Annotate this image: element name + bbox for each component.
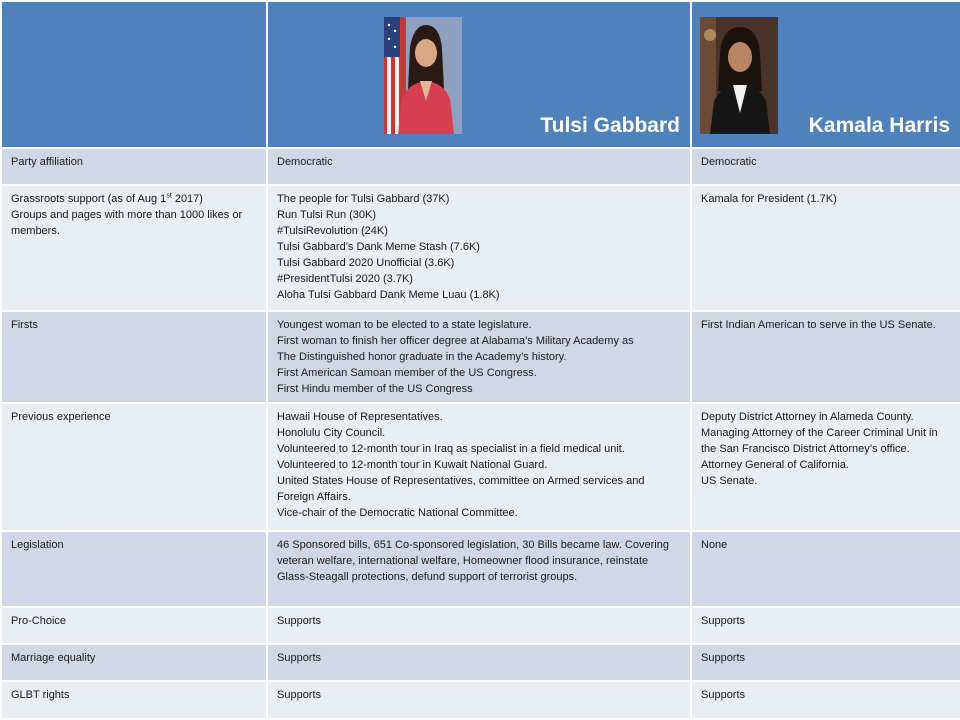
kamala-cell [691, 185, 960, 311]
row-label: Legislation [11, 539, 64, 551]
table-row [1, 681, 960, 719]
tulsi-cell [267, 185, 691, 311]
table-row [1, 607, 960, 644]
cell-line: The Distinguished honor graduate in the Academy’s history. [277, 351, 567, 363]
cell-line: United States House of Representatives, committee on Armed services and Foreign Affairs. [277, 475, 645, 503]
row-label-cell [1, 148, 267, 185]
row-label-cell [1, 681, 267, 719]
row-label: Marriage equality [11, 652, 96, 664]
kamala-cell [691, 644, 960, 681]
kamala-cell [691, 607, 960, 644]
cell-line: First Indian American to serve in the US Senate. [701, 319, 936, 331]
tulsi-cell [267, 403, 691, 531]
cell-line: Run Tulsi Run (30K) [277, 209, 377, 221]
portrait-photo [384, 17, 462, 134]
cell-line: Attorney General of California. [701, 459, 849, 471]
header-blank-cell [1, 1, 267, 148]
cell-line: Youngest woman to be elected to a state legislature. [277, 319, 532, 331]
kamala-cell [691, 681, 960, 719]
cell-line: Kamala for President (1.7K) [701, 193, 837, 205]
tulsi-cell [267, 148, 691, 185]
tulsi-cell [267, 607, 691, 644]
cell-line: Democratic [277, 156, 333, 168]
row-label-cell [1, 607, 267, 644]
candidate-name-tulsi: Tulsi Gabbard [540, 114, 680, 137]
cell-line: First Hindu member of the US Congress [277, 383, 473, 395]
cell-line: None [701, 539, 728, 551]
row-label: Party affiliation [11, 156, 83, 168]
row-label: Pro-Choice [11, 615, 67, 627]
table-row [1, 148, 960, 185]
table-row [1, 644, 960, 681]
row-label: Previous experience [11, 411, 111, 423]
cell-line: Tulsi Gabbard 2020 Unofficial (3.6K) [277, 257, 455, 269]
header-cell-tulsi [267, 1, 691, 148]
cell-line: #PresidentTulsi 2020 (3.7K) [277, 273, 413, 285]
candidate-name-kamala: Kamala Harris [808, 114, 950, 137]
cell-line: Hawaii House of Representatives. [277, 411, 443, 423]
kamala-cell [691, 403, 960, 531]
table-row [1, 531, 960, 607]
table-row [1, 185, 960, 311]
cell-line: Supports [701, 615, 746, 627]
row-label: Grassroots support (as of Aug 1st 2017) [11, 192, 203, 205]
header-cell-kamala [691, 1, 960, 148]
kamala-cell [691, 311, 960, 403]
cell-line: Deputy District Attorney in Alameda County. [701, 411, 914, 423]
row-label-cell [1, 311, 267, 403]
cell-line: Tulsi Gabbard’s Dank Meme Stash (7.6K) [277, 241, 480, 253]
cell-line: Supports [277, 652, 322, 664]
table-row [1, 311, 960, 403]
kamala-cell [691, 531, 960, 607]
cell-line: #TulsiRevolution (24K) [277, 225, 388, 237]
cell-line: Democratic [701, 156, 757, 168]
cell-line: Volunteered to 12-month tour in Kuwait National Guard. [277, 459, 548, 471]
row-label-cell [1, 403, 267, 531]
tulsi-cell [267, 681, 691, 719]
row-label-cell [1, 644, 267, 681]
cell-line: Volunteered to 12-month tour in Iraq as specialist in a field medical unit. [277, 443, 625, 455]
row-label-cell [1, 531, 267, 607]
cell-line: US Senate. [701, 475, 758, 487]
row-label: GLBT rights [11, 689, 70, 701]
row-label-cell [1, 185, 267, 311]
tulsi-cell [267, 531, 691, 607]
cell-line: The people for Tulsi Gabbard (37K) [277, 193, 450, 205]
cell-line: Managing Attorney of the Career Criminal Unit in the San Francisco District Attorney’s office. [701, 427, 938, 455]
tulsi-cell [267, 644, 691, 681]
row-label-note: Groups and pages with more than 1000 likes or members. [11, 209, 243, 237]
cell-line: Supports [277, 615, 322, 627]
table-row [1, 403, 960, 531]
cell-line: Supports [277, 689, 322, 701]
kamala-cell [691, 148, 960, 185]
cell-line: 46 Sponsored bills, 651 Co-sponsored legislation, 30 Bills became law. Covering veteran welfare, international welfare, Homeowner flood insurance, reinstate Glass-Steagall protections, defund support of terrorist groups. [277, 539, 669, 583]
cell-line: Vice-chair of the Democratic National Committee. [277, 507, 518, 519]
cell-line: Honolulu City Council. [277, 427, 386, 439]
cell-line: First woman to finish her officer degree at Alabama’s Military Academy as [277, 335, 634, 347]
portrait-photo [700, 17, 778, 134]
header-row [1, 1, 960, 148]
cell-line: First American Samoan member of the US Congress. [277, 367, 537, 379]
cell-line: Supports [701, 689, 746, 701]
row-label: Firsts [11, 319, 38, 331]
cell-line: Supports [701, 652, 746, 664]
tulsi-cell [267, 311, 691, 403]
cell-line: Aloha Tulsi Gabbard Dank Meme Luau (1.8K) [277, 289, 500, 301]
